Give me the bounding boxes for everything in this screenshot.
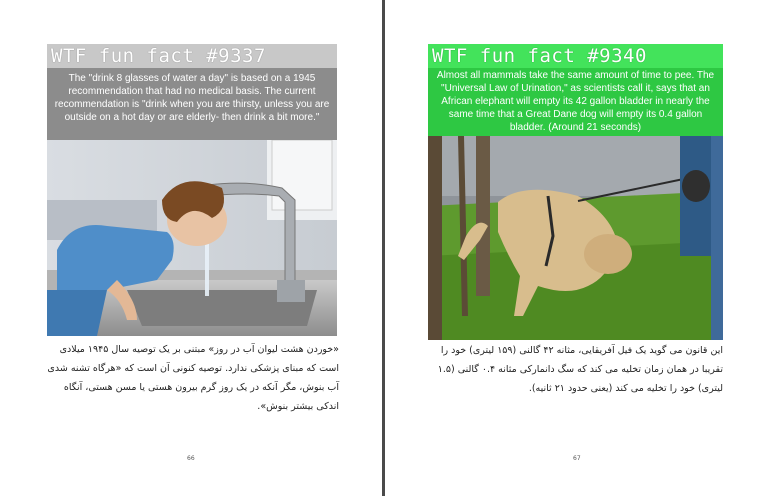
dog-peeing-on-tree-photo [428,136,723,340]
fact-header: WTF fun fact #9340 [428,44,723,68]
page-number: 67 [573,455,581,462]
left-page [0,0,382,496]
fact-card-9340 [428,44,723,340]
fact-card-9337 [47,44,337,336]
fact-header: WTF fun fact #9337 [47,44,337,68]
fact-text: The "drink 8 glasses of water a day" is based on a 1945 recommendation that had no medical basis. The current recommendation is "drink when you are thirsty, unless you are outside on a hot day or are elderly- then drink a bit more." [47,68,337,140]
right-page [385,0,768,496]
page-number: 66 [187,455,195,462]
child-drinking-from-faucet-photo [47,140,337,336]
persian-translation: «خوردن هشت لیوان آب در روز» مبتنی بر یک توصیه سال ۱۹۴۵ میلادی است که مبنای پزشکی ندارد. توصیه کنونی آن است که «هرگاه تشنه شدی آب بنوش، مگر آنکه در یک روز گرم بیرون هستی یا مسن هستی، آنگاه اندکی بیشتر بنوش». [47,344,339,412]
fact-text: Almost all mammals take the same amount of time to pee. The "Universal Law of Urination," as scientists call it, says that an African elephant will empty its 42 gallon bladder in nearly the same time that a Great Dane dog will empty its 0.4 gallon bladder. (Around 21 seconds) [428,68,723,136]
persian-translation: این قانون می گوید یک فیل آفریقایی، مثانه ۴۲ گالنی (۱۵۹ لیتری) خود را تقریبا در همان زمان تخلیه می کند که سگ دانمارکی مثانه ۰.۴ گالنی (۱.۵ لیتری) خود را تخلیه می کند (یعنی حدود ۲۱ ثانیه). [437,345,723,394]
